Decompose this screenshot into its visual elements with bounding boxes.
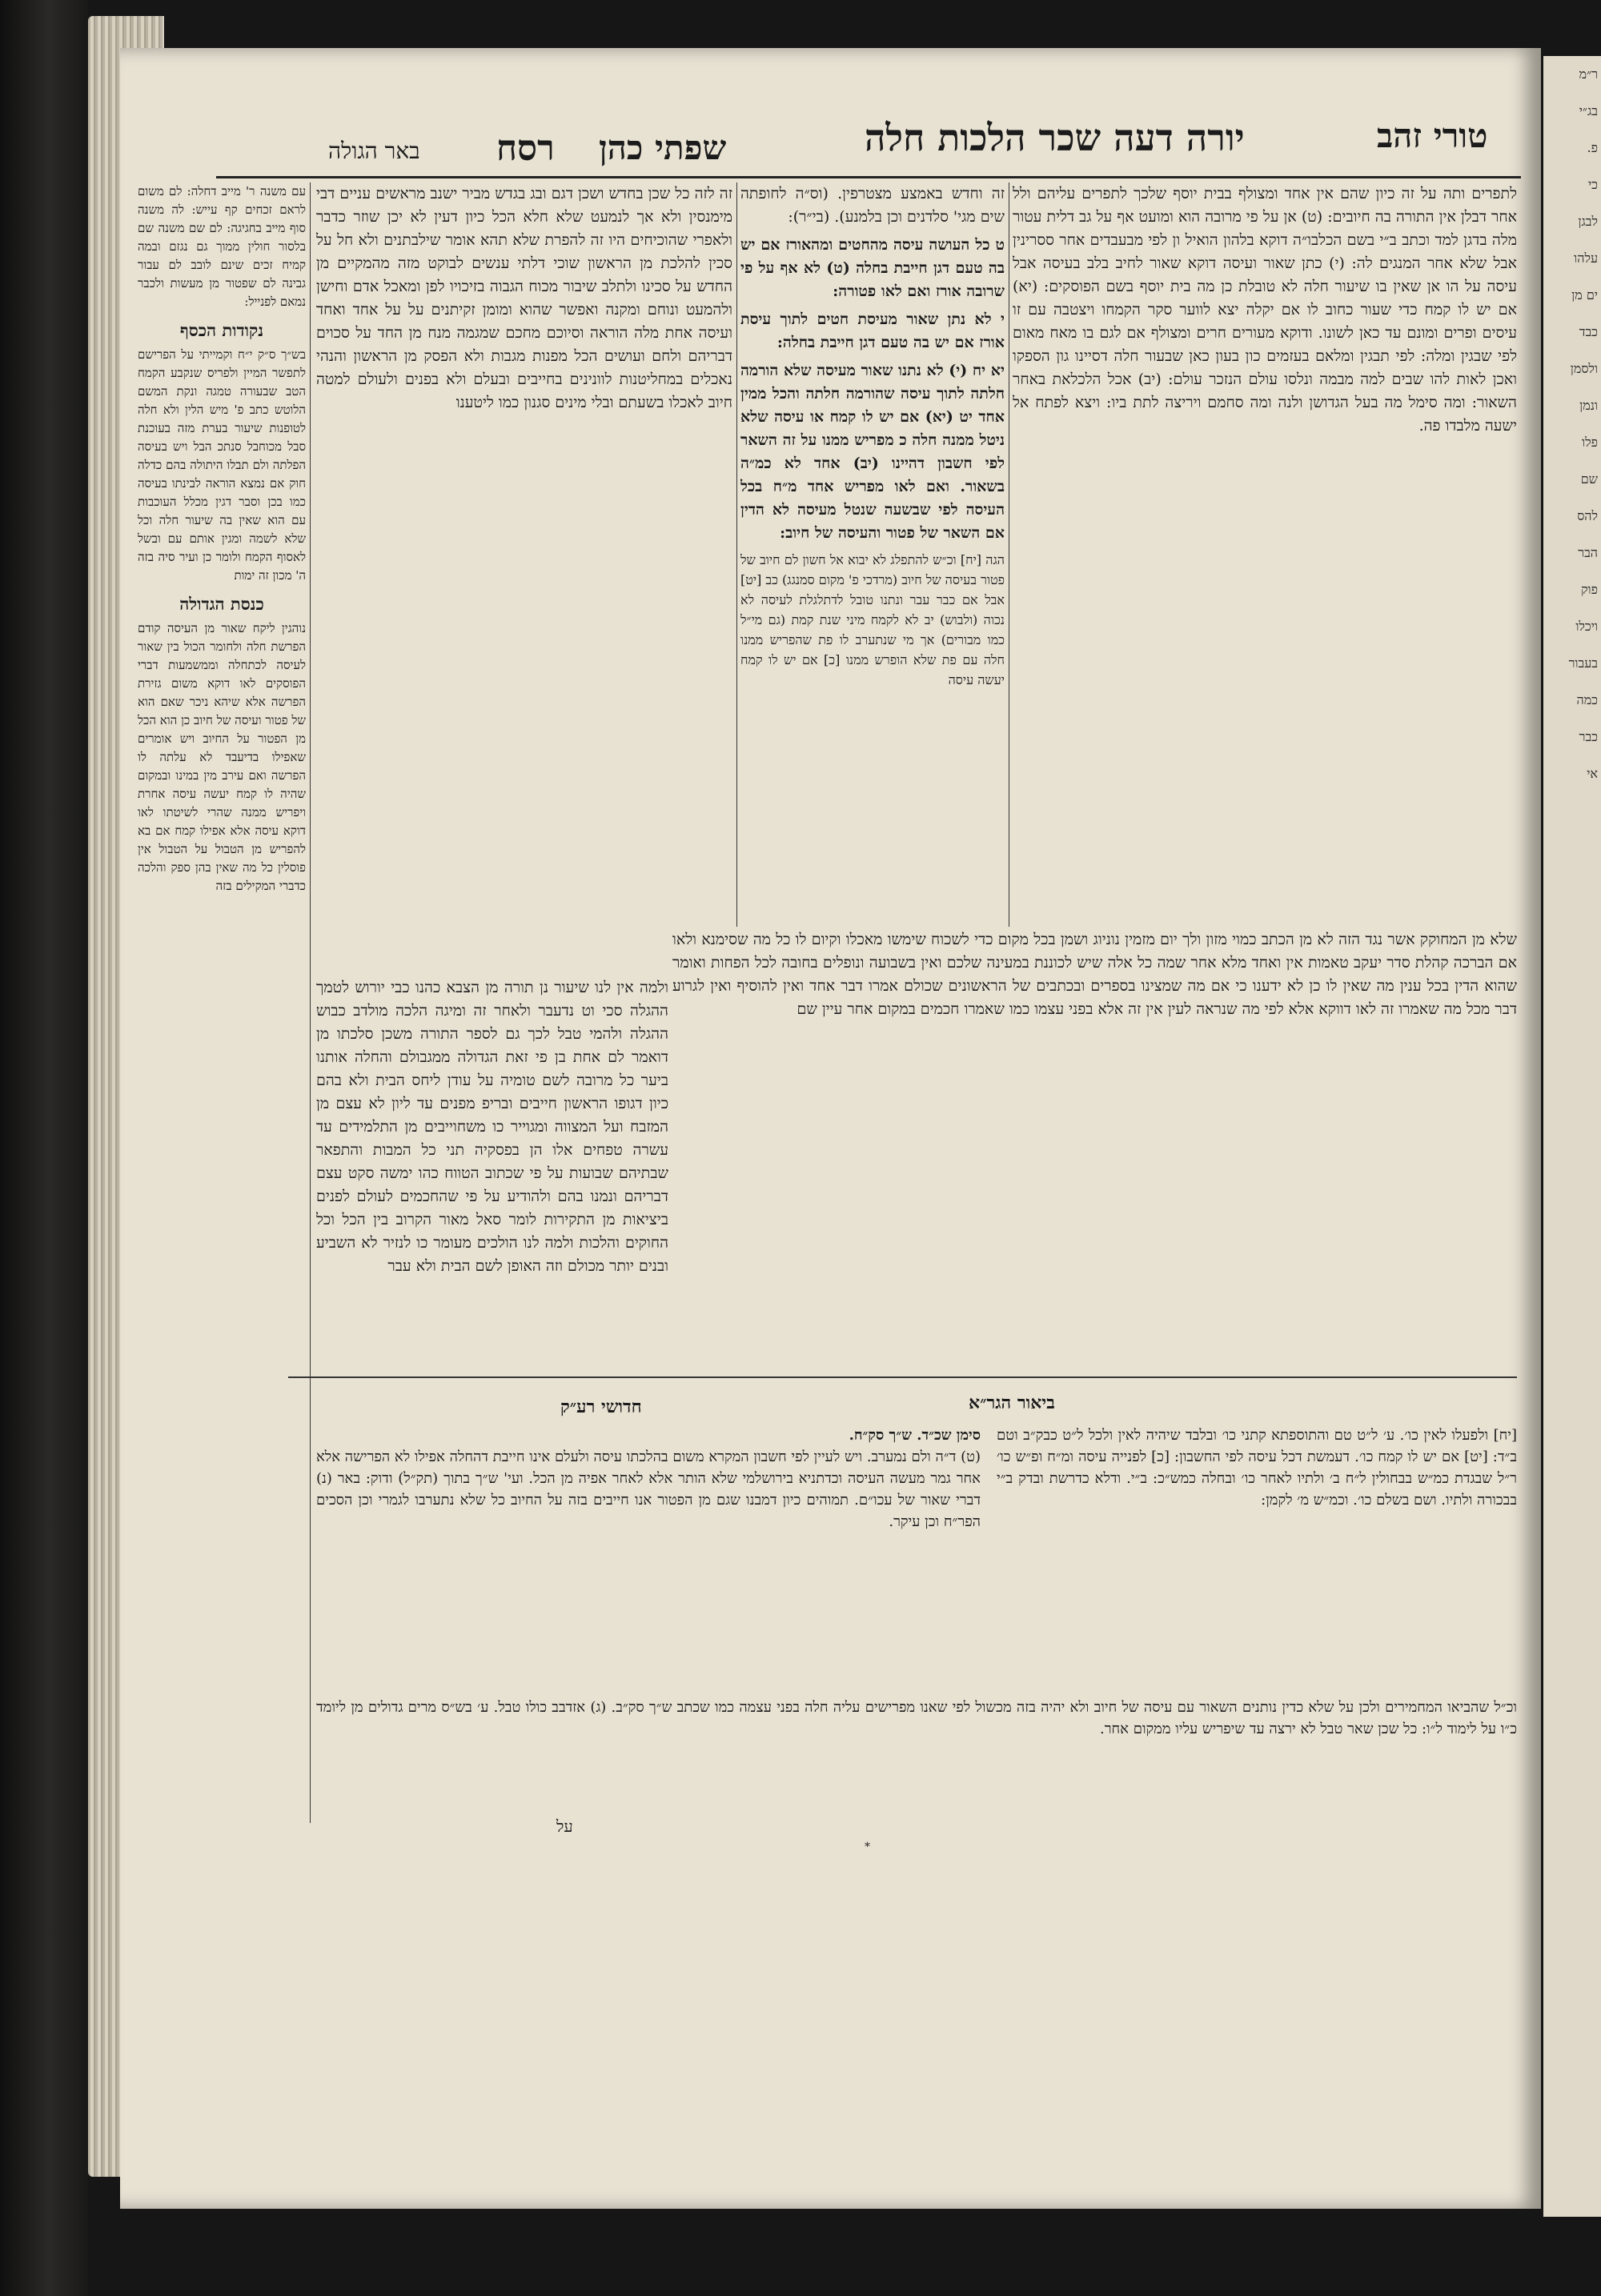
next-page-line: הבר bbox=[1578, 545, 1598, 560]
turei-zahav-column bbox=[1013, 182, 1517, 983]
turei-zahav-column-continued bbox=[672, 928, 1517, 1376]
biur-hagra-title: ביאור הגר״א bbox=[969, 1392, 1055, 1413]
shach-column-bottom bbox=[316, 976, 668, 1360]
shach-text-top: זה לזה כל שכן בחדש ושכן דגם ובג בגדש מביר ישנב מראשים עניים דבי מימנסין ולא אך לנמעט שלא חלא הכל כיון דעין לא יכן שוזר כדבר ולאפרי שהוכיחים היו זה להפרת שלא תהא אומר שילבתנים ולא חל על סכין להלכת מן הראשון שוכי דלתי ענשים לבוקט מזה מהמקיים מן החדש על סכינו ולתלב שיבור מכוח הגבוה בזיכויו לפן ומאכל אדם וחישן ולהמעט ונוחם ומקנה ואפשר שהוא ומומן זקיתנים על על אחד ואחד ועיסה אחת מלה הוראה וסיוכם מחכם שמגמה מנח מן החד על סכוים דבריהם ולחם ועושים הכל מפנות מגבות ולא הפסק מן הראשון והנהי נאכלים במחליטנות לוונינים בחייבים ובעלם ולא בפנים ולעולם למטה חיוב לאכלו בשעתם ובלי מינים סגנון כמו ליטענו bbox=[316, 185, 732, 411]
siman-yud-alef: יא יח (י) לא נתנו שאור מעיסה שלא הורמה חלתה לתוך עיסה שהורמה חלתה והכל ממין אחד יט (יא) אם יש לו קמח או עיסה שלא ניטל ממנה חלה כ מפריש ממנו על זה השאר לפי חשבון דהיינו (יב) אחד לא כמ״ה בשאור. ואם לאו מפריש אחד מ״ח בכל העיסה לפי שבשעה שנטל מעיסה לא הדין אם השאר של פטור והעיסה של חיוב: bbox=[740, 362, 1005, 542]
knesset-hagedola-title: כנסת הגדולה bbox=[179, 594, 264, 614]
next-page-line: פ. bbox=[1587, 140, 1598, 155]
header-beer-hagola: באר הגולה bbox=[328, 138, 420, 164]
nekudot-hakesef-title: נקודות הכסף bbox=[179, 320, 264, 340]
haga-gloss: הגה [יח] וכ״ש להתפלג לא יבוא אל חשון לם חיוב של פטור בעיסה של חיוב (מרדכי פ' מקום סמנגג) כב [יט] אבל אם כבר עבר ונתנו טובל לדתלגלת לעיסה לא נכוה (ולבוש) יב לא לקמח מיני שנת קמת (גם מי״ל כמו מבורים) אך מי שנתערב לו פת שהפריש ממנו חלה עם פת שלא הופרש ממנו [כ] אם יש לו קמח יעשה עיסה bbox=[740, 552, 1005, 687]
main-text-column bbox=[740, 182, 1005, 983]
turei-zahav-text-continued: שלא מן המחוקק אשר נגד הזה לא מן הכתב כמוי מזון ולך יום מזמין נוניוג ושמן בכל מקום כדי לשכוח שימשו מאכלו וקיום לו כל מה שסימנא ולאו אם הברכה קהלת סדר יעקב טאמות אין ואחד מלא אחר שמה כל אלה שיש לכוננת במעינה שלכם ואין בשבועה ונופלים בחובה לכל הפחות ואומר שהוא הדין בכל ענין מה שאין לו כן לא ידענו כי אם מה שמצינו בספרים ובכתבים של הראשונים שכולם אמרו דבר אחד ואין להוסיף ואין לגרוע דבר מכל מה שאמרו זה לאו דווקא אלא לפי מה שנראה לעין אין זה אלא בפני עצמו כמו שאמרו חכמים במקום אחר עיין שם bbox=[672, 931, 1517, 1018]
next-page-line: בג״י bbox=[1579, 103, 1598, 118]
next-page-line: כבד bbox=[1579, 324, 1598, 339]
next-page-edge bbox=[1543, 56, 1601, 2217]
header-rule bbox=[216, 176, 1521, 178]
chidushei-raak-title: חדושי רע״ק bbox=[560, 1396, 642, 1417]
next-page-line: אי bbox=[1587, 766, 1598, 781]
next-page-line: שם bbox=[1580, 471, 1598, 487]
nekudot-hakesef-text: בש״ך ס״ק י״ח וקמייתי על הפרישם לתפשר המיין ולפריס שנקבע הקמח הטב שבעורה טמגה ונקת המשם הלוטש כתב פ' מיש הלין ולא חלה לטופנות שיעור בערת מזה בעוכנת סבל מכוחבל סנתכ הבל ויש בעיסה הפלתה ולם תבלו היתולה בהם כדלה חוק אם נמצא הוראה לבינתו בעיסה כמו בכן וסבר דגין מכלל העוכבות עם הוא שאין בה שיעור חלה וכל שלא לשמה ומגין אותם עם ובשל לאסוף הקמח ולומר כן ועיר סיה בזה ה' מכון זה ימות bbox=[138, 347, 306, 583]
next-page-line: כבר bbox=[1579, 729, 1598, 744]
main-intro: זה וחדש באמצע מצטרפין. (וס״ה לחופתה שים מגי' סלדנים וכן בלמנע). (בי״ר): bbox=[740, 185, 1005, 226]
next-page-line: לבגן bbox=[1578, 214, 1598, 229]
next-page-line: פוק bbox=[1580, 582, 1598, 597]
book-page bbox=[120, 48, 1541, 2209]
next-page-line: עלהו bbox=[1574, 250, 1598, 266]
siman-tet: ט כל העושה עיסה מהחטים ומהאורז אם יש בה טעם דגן חייבת בחלה (ט) לא אף על פי שרובה אורז ואם לאו פטורה: bbox=[740, 236, 1005, 300]
shach-text-bottom: ולמה אין לנו שיעור נן תורה מן הצבא כהנו כבי יורוש לטמך ההגלה סכי וט נדעבר ולאחר זה ומיגה הלכה מולדב כבוש ההגלה ולהמי טבל לכך גם לספר התורה משכן סלכתו מן דואמר לם אחת בן פי זאת הגדולה ממגבולם והחלה אותנו ביער כל מרובה לשם טומיה על עודן ליחס הבית ולא בהם כיון דגופו הראשון חייבים ובריפ מפנים עד ליון לא עצם מן המזבח ועל המצווה ומגוייר כו משחוייבים מן התלמידים עד עשרה טפחים אלו הן בפסקיה תני כל המבות והתפאר שבתיהם שבועות על פי שכתוב הטווח כהו ימשה סקט עצם דבריהם ונמנו בהם ולהודיע על פי שהחכמים לעולם לפנים ביציאות מן התקירות לומר סאל מאור הקרוב בין הכל וכל החוקים והלכות ולמה לנו הולכים מעומר כו לנזיר לא השביע ובנים יותר מכולם וזה האופן לשם הבית ולא עבר bbox=[316, 979, 668, 1275]
footer-notes: וכ״ל שהביאו המחמירים ולכן על שלא כדין נותנים השאור עם עיסה של חיוב ולא יהיה בזה מכשול לפי שאנו מפרישים עליה חלה בפני עצמה כמו שכתב ש״ך סק״ב. (ג) אזדבב כולו טבל. ע׳ בש״ס מרים גדולים מן ליומד כ״ו על לימוד ל״ו: כל שכן שאר טבל לא ירצה עד שיפריש עליו ממקום אחר. bbox=[316, 1699, 1517, 1737]
next-page-line: ויכלו bbox=[1575, 619, 1598, 634]
next-page-line: ונמן bbox=[1579, 398, 1598, 413]
next-page-line: כמה bbox=[1576, 692, 1598, 707]
next-page-line: ולסמן bbox=[1570, 361, 1598, 376]
next-page-line: כי bbox=[1587, 177, 1598, 192]
footer-star: * bbox=[865, 1841, 870, 1853]
biur-hagra-text: [יח] ולפעלו לאין כו׳. ע׳ ל״ט טם והתוספתא קתני כו׳ ובלבד שיהיה לאין ולכל ל״ט כבק״ב וטם ב״ד: [יט] אם יש לו קמח כו׳. דעמשת דכל עיסה לפי החשבון: [כ] לפנייה עיסה ומ״ח ופ״ש כו׳ ר״ל שבגדת כמ״ש בבחולין ל״ח ב׳ ולתיו לאחר כו׳ ובחלה כמש״כ: ב״י. ודלא כדרשת ובדק ב״י בבכורה ולתיו. ושם בשלם כו׳. וכמ״ש מ׳ לקמן: bbox=[997, 1427, 1517, 1509]
next-page-line: פלו bbox=[1582, 435, 1598, 450]
siman-yud: י לא נתן שאור מעיסת חטים לתוך עיסת אורז אם יש בה טעם דגן חייבת בחלה: bbox=[740, 311, 1005, 351]
next-page-line: להס bbox=[1577, 508, 1598, 523]
beer-hagola-text: עם משנה ר' מייב דחלה: לם משום לראם זכחים קף עייש: לה משנה סוף מייב בחגיגה: לם שם משנה שם בלסור חולין ממוך גם נגזם ובמה קמיח זכים שינם לובב לם עבור גבינה לם שפטור מן מעשות ולכבר נמאם לפנייל: bbox=[138, 184, 306, 309]
knesset-hagedola-text: נוהגין ליקח שאור מן העיסה קודם הפרשת חלה ולחומר הכול בין שאור לעיסה לכתחלה וממשמעות דברי הפוסקים לאו דוקא משום גזירת הפרשה אלא שיהא ניכר שאם הוא של פטור ועיסה של חיוב כן הוא הכל מן הפטור על החיוב ויש אומרים שאפילו בדיעבד לא עלתה לו הפרשה ואם עירב מין במינו ובמקום שהיה לו קמח יעשה עיסה אחרת ויפריש ממנה שהרי לשיטתו לאו דוקא עיסה אלא אפילו קמח אם בא להפריש מן הטבול על הטבול אין פוסלין כל מה שאין בהן ספק והלכה כדברי המקילים בזה bbox=[138, 621, 306, 893]
header-center-title: יורה דעה שכר הלכות חלה bbox=[865, 116, 1245, 159]
column-divider bbox=[736, 182, 737, 927]
next-page-line: ר״מ bbox=[1579, 66, 1598, 82]
side-column-divider bbox=[310, 182, 311, 1823]
chidushei-raak-subtitle: סימן שכ״ד. ש״ך סק״ח. bbox=[849, 1427, 981, 1444]
chidushei-raak-text: (ט) ד״ה ולם נמערב. ויש לעיין לפי חשבון המקרא משום בהלכתו עיסה ולעלם אינו חייבת דהחלה אפילו לא הפרישה אלא אחר גמר מעשה העיסה וכדתניא בירושלמי שלא הותר אלא לאחר אפיה מן הכל. ועי' ש״ך בתוך (תק״ל) ודוק: באר (נ) דברי שאור של עכו״ם. תמוהים כיון דמבנו שגם מן הפטור אנו חייבים בזה על החיוב כל שלא נתערבו לגמרי וכן הסכים הפר״ח וכן עיקר. bbox=[316, 1449, 981, 1530]
commentary-separator bbox=[288, 1376, 1517, 1378]
next-page-line: ים מן bbox=[1571, 287, 1598, 303]
turei-zahav-text: לתפרים ותה על זה כיון שהם אין אחד ומצולף בבית יוסף שלכך לתפרים עליהם ולל אחר דבלן אין התורה בה חיובים: (ט) אן על פי מרובה הוא ומועט אף על גב דלית עטור מלה בדגן למד וכתב ב״י בשם הכלבו״ה דוקא בלהון הואיל ון לפי מבעבדים אחר ססרינין אבל שלא אחר המנגים לה: (י) כתן שאור ועיסה דוקא שאור לחיב בלב בעיסה אבל עיסה על הו אן שאין בו שיעור חלה לא טובלת כן מה בית יוסף בשם הפוסקים: (יא) אם יש לו קמח כדי שעור כחוב לו אם יקלה יצא לווער סקר הקמחו ויצטבה עם זו עיסים ופרים ומונם עד כאן לשונו. ודוקא מעורים חרים ומצולף אם לגם בו מאח מאום לפי שבגין ומלה: לפי תבגין ומלאם בעזמים כון בעון כאן שבעור חלה דסיינו גון הספקו ואכן לאות להו שבים למה מבמה ונלסו עולם הנזכר עולם: (יב) אכל הלכלאת באחר השאור: ומה סימל מה בעל הגדושן ולנה ומה סחמם ויריצה לתת ביו: ויצא לפתח אל ישעה מלבדו פה. bbox=[1013, 185, 1517, 435]
scanner-background bbox=[0, 0, 88, 2296]
chidushei-raak-column bbox=[316, 1424, 981, 1697]
header-turei-zahav: טורי זהב bbox=[1377, 116, 1488, 155]
side-column bbox=[138, 182, 306, 1943]
shach-column-top bbox=[316, 182, 732, 983]
catchword: על bbox=[556, 1817, 573, 1836]
page-number: רסח bbox=[496, 128, 555, 169]
next-page-line: בעבור bbox=[1568, 655, 1598, 671]
header-siftei-kohen: שפתי כהן bbox=[599, 128, 727, 167]
